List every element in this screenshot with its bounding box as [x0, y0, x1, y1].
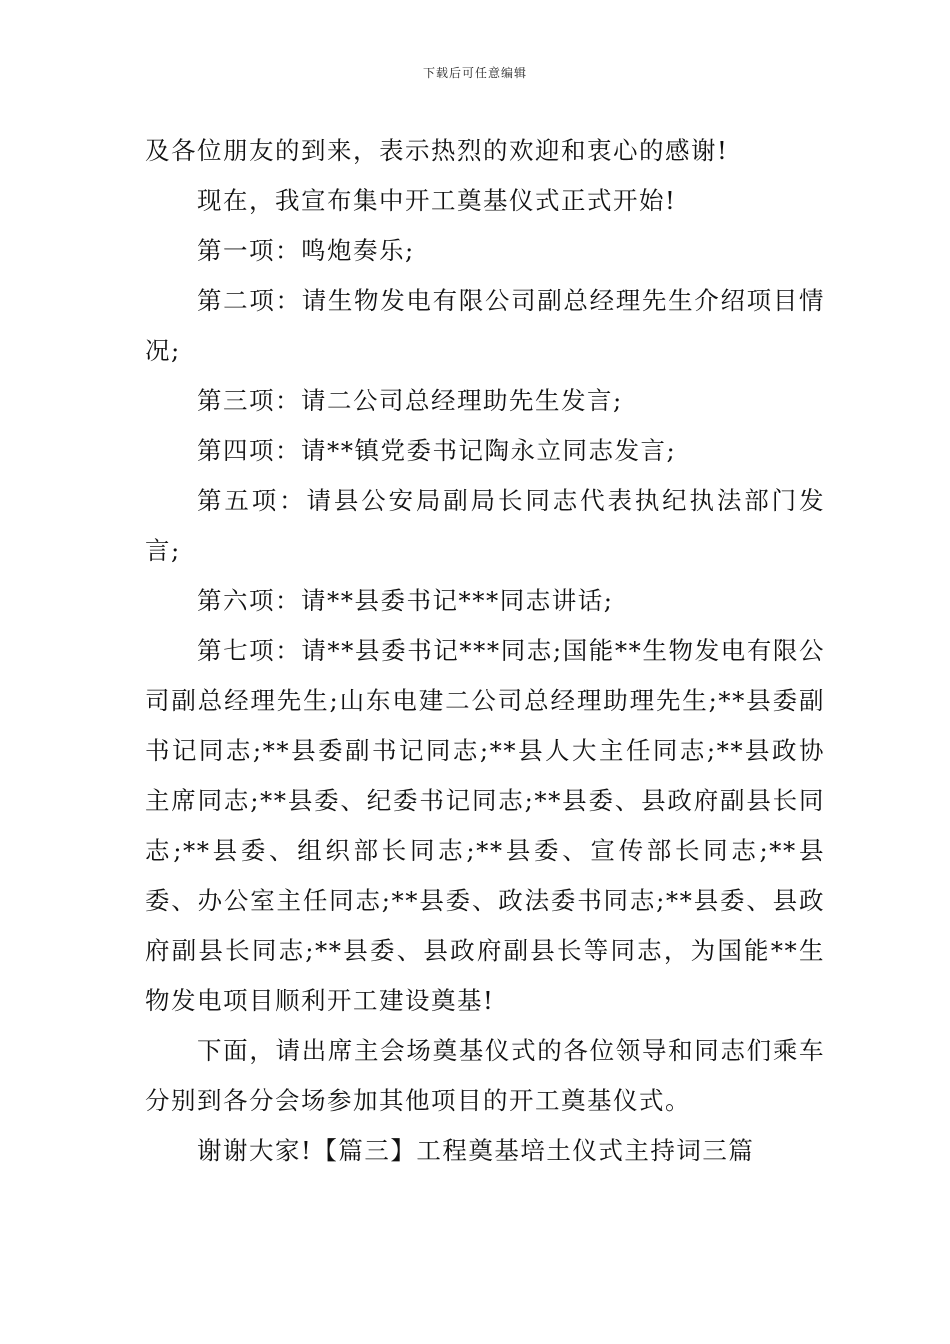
paragraph-closing-instructions: 下面，请出席主会场奠基仪式的各位领导和同志们乘车分别到各分会场参加其他项目的开工奠基仪式。 — [145, 1036, 825, 1115]
paragraph-item-7: 第七项：请**县委书记***同志;国能**生物发电有限公司副总经理先生;山东电建二公司总经理助理先生;**县委副书记同志;**县委副书记同志;**县人大主任同志;**县政协主席同志;**县委、纪委书记同志;**县委、县政府副县长同志;**县委、组织部长同志;**县委、宣传部长同志;**县委、办公室主任同志;**县委、政法委书同志;**县委、县政府副县长同志;**县委、县政府副县长等同志，为国能**生物发电项目顺利开工建设奠基! — [145, 636, 825, 1015]
page-header: 下载后可任意编辑 — [422, 66, 527, 80]
paragraph-item-4: 第四项：请**镇党委书记陶永立同志发言; — [197, 436, 677, 465]
paragraph-item-5: 第五项：请县公安局副局长同志代表执纪执法部门发言; — [145, 486, 825, 565]
paragraph-welcome-end: 及各位朋友的到来，表示热烈的欢迎和衷心的感谢! — [145, 136, 729, 165]
paragraph-thanks: 谢谢大家!【篇三】工程奠基培土仪式主持词三篇 — [197, 1136, 755, 1165]
paragraph-item-2: 第二项：请生物发电有限公司副总经理先生介绍项目情况; — [145, 286, 825, 365]
paragraph-item-6: 第六项：请**县委书记***同志讲话; — [197, 586, 614, 615]
document-body — [145, 126, 825, 1176]
paragraph-item-3: 第三项：请二公司总经理助先生发言; — [197, 386, 623, 415]
paragraph-announce-start: 现在，我宣布集中开工奠基仪式正式开始! — [197, 186, 677, 215]
paragraph-item-1: 第一项：鸣炮奏乐; — [197, 236, 415, 265]
